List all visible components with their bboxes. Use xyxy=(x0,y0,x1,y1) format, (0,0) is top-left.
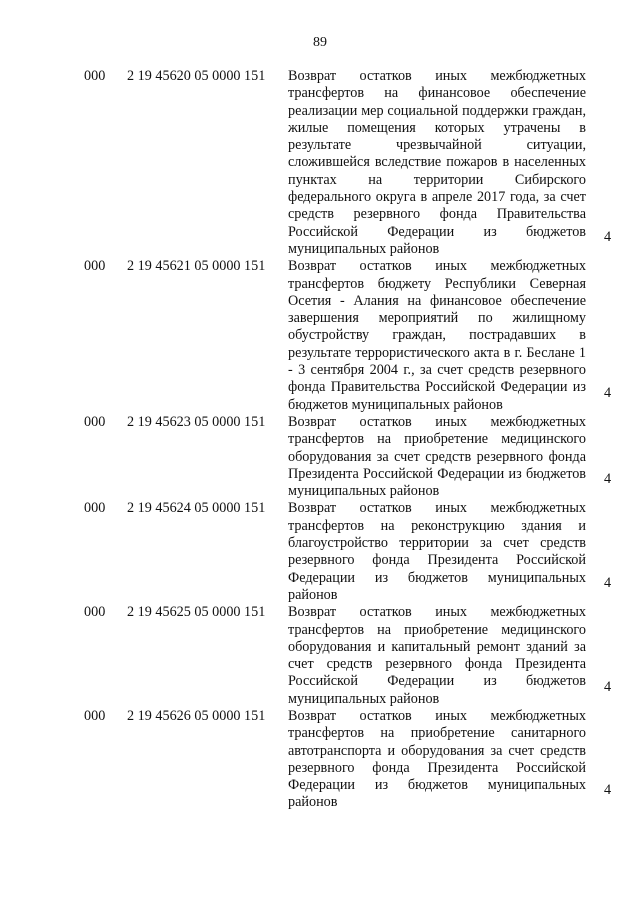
budget-classification-code: 2 19 45624 05 0000 151 xyxy=(127,500,266,517)
budget-classification-code: 2 19 45621 05 0000 151 xyxy=(127,258,266,275)
table-row xyxy=(0,258,640,414)
table-row xyxy=(0,414,640,500)
budget-classification-code: 2 19 45625 05 0000 151 xyxy=(127,604,266,621)
income-description: Возврат остатков иных межбюджетных трансфертов на приобретение санитарного автотранспорта и оборудования за счет средств резервного фонда Президента Российской Федерации из бюджетов муниципальных районов xyxy=(288,707,586,811)
income-description: Возврат остатков иных межбюджетных трансфертов на реконструкцию здания и благоустройство территории за счет средств резервного фонда Президента Российской Федерации из бюджетов муниципальных районов xyxy=(288,500,586,603)
budget-code-table xyxy=(0,68,640,812)
amount-value: 4 xyxy=(604,471,612,488)
admin-code: 000 xyxy=(84,707,106,724)
budget-classification-code: 2 19 45620 05 0000 151 xyxy=(127,68,266,84)
budget-classification-code: 2 19 45626 05 0000 151 xyxy=(127,707,266,724)
income-description: Возврат остатков иных межбюджетных трансфертов на приобретение медицинского оборудования и капитальный ремонт зданий за счет средств резервного фонда Президента Российской Федерации из бюджетов муниципальных районов xyxy=(288,604,586,707)
budget-classification-code: 2 19 45623 05 0000 151 xyxy=(127,413,266,430)
table-row xyxy=(0,500,640,604)
income-description: Возврат остатков иных межбюджетных трансфертов на приобретение медицинского оборудования за счет средств резервного фонда Президента Российской Федерации из бюджетов муниципальных районов xyxy=(288,413,586,500)
amount-value: 4 xyxy=(604,782,612,799)
table-row xyxy=(0,604,640,708)
amount-value: 4 xyxy=(604,678,612,695)
amount-value: 4 xyxy=(604,228,612,245)
page-number: 89 xyxy=(313,35,327,50)
table-row xyxy=(0,708,640,812)
admin-code: 000 xyxy=(84,604,106,621)
table-row xyxy=(0,68,640,258)
admin-code: 000 xyxy=(84,258,106,275)
amount-value: 4 xyxy=(604,384,612,401)
income-description: Возврат остатков иных межбюджетных трансфертов бюджету Республики Северная Осетия - Алания на финансовое обеспечение завершения мероприятий по жилищному обустройству граждан, пострадавших в результате террористического акта в г. Беслане 1 - 3 сентября 2004 г., за счет средств резервного фонда Правительства Российской Федерации из бюджетов муниципальных районов xyxy=(288,258,586,413)
admin-code: 000 xyxy=(84,68,106,84)
admin-code: 000 xyxy=(84,500,106,517)
income-description: Возврат остатков иных межбюджетных трансфертов на финансовое обеспечение реализации мер социальной поддержки граждан, жилые помещения которых утрачены в результате чрезвычайной ситуации, сложившейся вследствие пожаров в населенных пунктах на территории Сибирского федерального округа в апреле 2017 года, за счет средств резервного фонда Правительства Российской Федерации из бюджетов муниципальных районов xyxy=(288,68,586,257)
admin-code: 000 xyxy=(84,413,106,430)
amount-value: 4 xyxy=(604,574,612,591)
